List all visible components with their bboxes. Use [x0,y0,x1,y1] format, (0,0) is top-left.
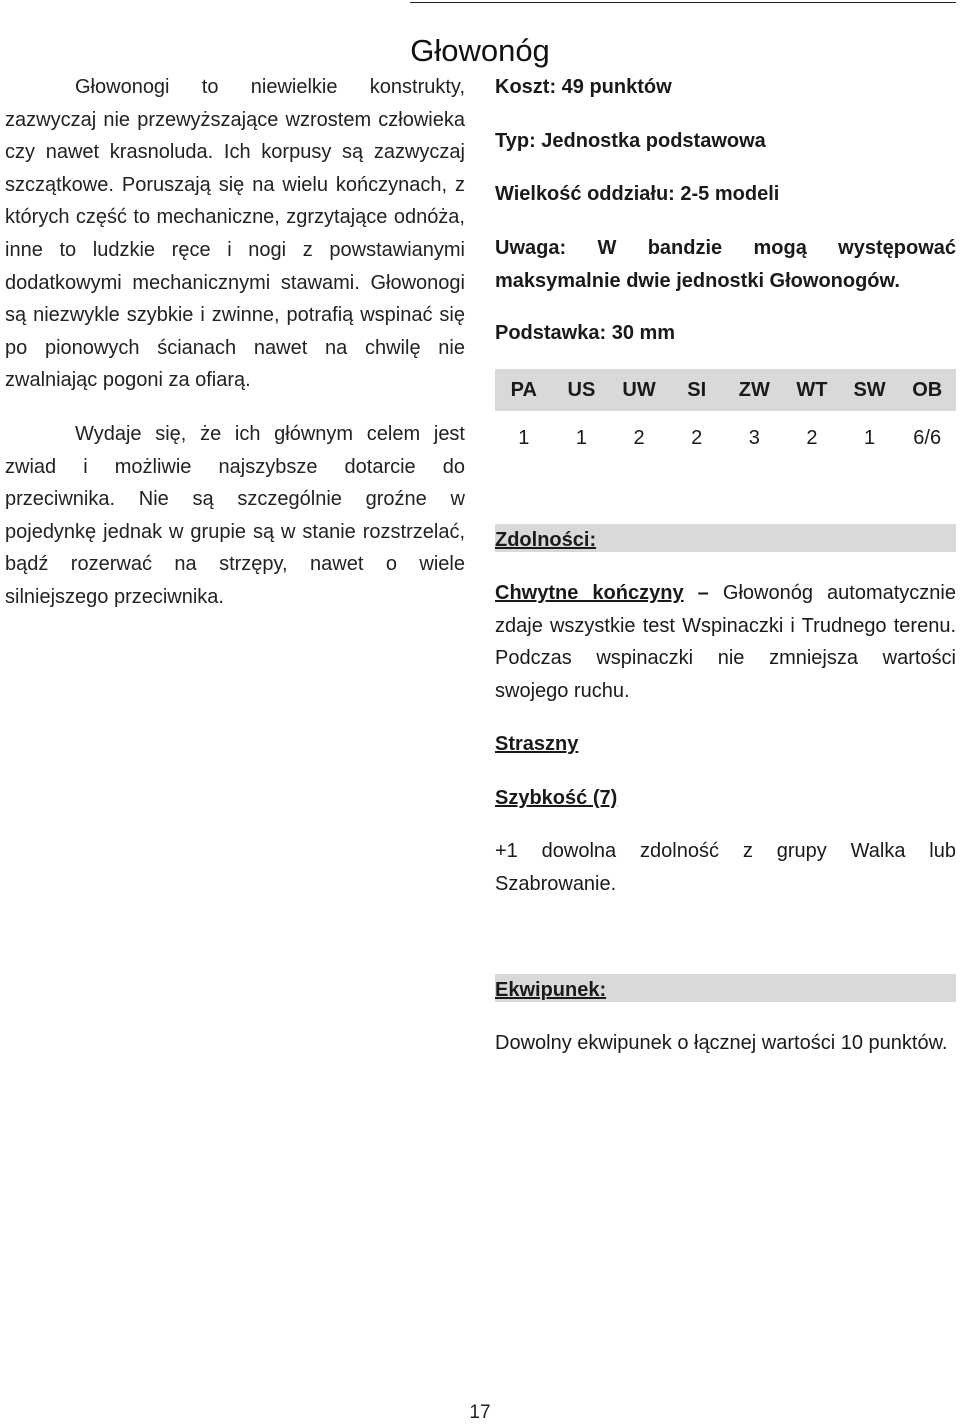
stat-header: ZW [726,369,784,411]
stat-header: PA [495,369,553,411]
stat-value: 1 [864,426,876,449]
stat-header: UW [610,369,668,411]
ability-speed: Szybkość (7) [495,787,618,809]
stat-value: 3 [748,426,760,449]
lore-paragraph: Głowonogi to niewielkie konstrukty, zazwyczaj nie przewyższające wzrostem człowieka czy nawet krasnoluda. Ich korpusy są zazwyczaj szczątkowe. Poruszają się na wielu kończynach, z których część to mechaniczne, zgrzytające odnóża, inne to ludzkie ręce i nogi z powstawianymi dodatkowymi mechanicznymi stawami. Głowonogi są niezwykle szybkie i zwinne, potrafią wspinać się po pionowych ścianach nawet na chwilę nie zwalniając pogoni za ofiarą. [5,76,465,392]
ability-grip [495,577,956,707]
equipment-heading-label: Ekwipunek: [495,979,607,1001]
unit-note: Uwaga: W bandzie mogą występować maksymalnie dwie jednostki Głowonogów. [495,237,956,292]
base-size-line: Podstawka: 30 mm [495,322,676,344]
ability-grip-dash: – [697,582,709,604]
stats-header-row [495,369,956,411]
stat-value: 2 [691,426,703,449]
header-rule [410,2,956,3]
ability-extra: +1 dowolna zdolność z grupy Walka lub Szabrowanie. [495,840,956,895]
cost-line: Koszt: 49 punktów [495,76,672,98]
unit-size-line: Wielkość oddziału: 2-5 modeli [495,183,780,205]
stats-value-row [495,411,956,465]
page-title: Głowonóg [410,33,550,68]
type-line: Typ: Jednostka podstawowa [495,130,766,152]
ability-grip-name: Chwytne kończyny [495,582,684,604]
stat-header: SI [668,369,726,411]
stat-header: US [553,369,611,411]
abilities-heading-label: Zdolności: [495,529,597,551]
lore-column [5,71,465,614]
stat-value: 6/6 [913,426,942,449]
ability-grip-text: Głowonóg automatycznie zdaje wszystkie test Wspinaczki i Trudnego terenu. Podczas wspinaczki nie zmniejsza wartości swojego ruchu. [495,582,956,702]
ability-scary: Straszny [495,733,579,755]
lore-paragraph: Wydaje się, że ich głównym celem jest zwiad i możliwie najszybsze dotarcie do przeciwnika. Nie są szczególnie groźne w pojedynkę jednak w grupie są w stanie rozstrzelać, bądź rozerwać na strzępy, nawet o wiele silniejszego przeciwnika. [5,422,465,608]
stat-value: 2 [806,426,818,449]
stat-header: SW [841,369,899,411]
stats-table [495,369,956,465]
page-number: 17 [469,1402,491,1423]
equipment-text: Dowolny ekwipunek o łącznej wartości 10 punktów. [495,1032,948,1054]
stat-header: OB [898,369,956,411]
stat-value: 2 [633,426,645,449]
stat-value: 1 [575,426,587,449]
stat-value: 1 [518,426,530,449]
abilities-heading [495,524,956,552]
equipment-heading [495,974,956,1002]
stat-header: WT [783,369,841,411]
